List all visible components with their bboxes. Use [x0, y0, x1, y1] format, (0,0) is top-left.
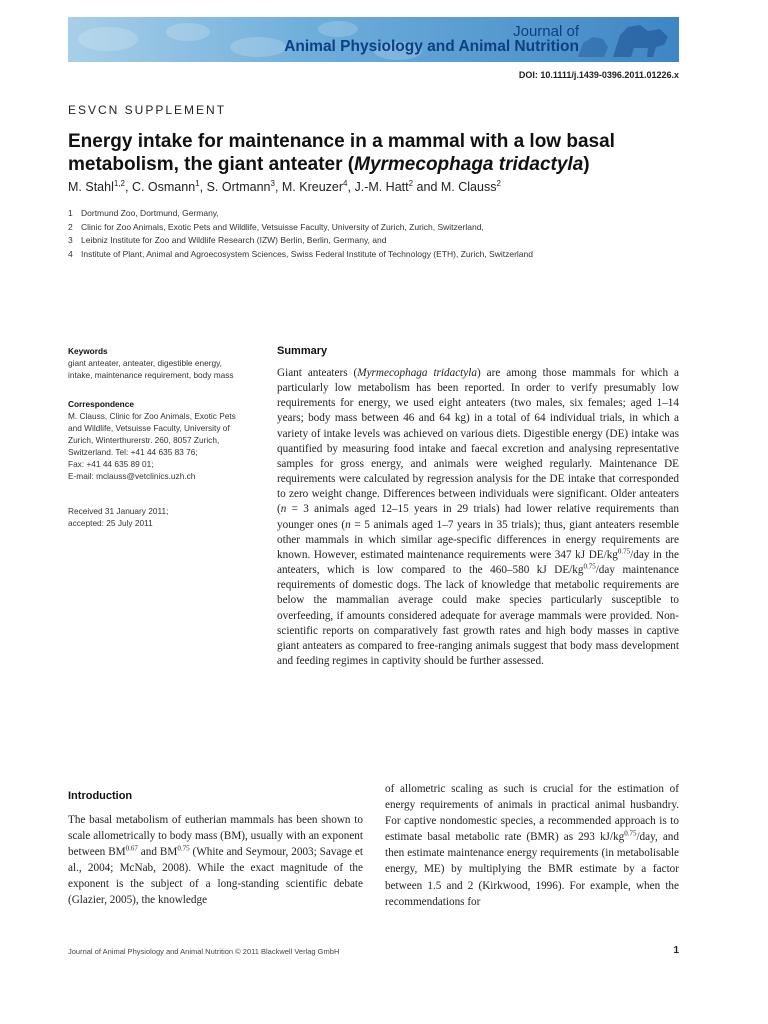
journal-name-line2: Animal Physiology and Animal Nutrition: [284, 38, 579, 55]
author-list: [68, 179, 501, 194]
affiliations: [68, 207, 533, 262]
author-name: M. Kreuzer: [281, 180, 344, 195]
intro-text: The basal metabolism of eutherian mammals has been shown to scale allometrically to body mass (BM), usually with an exponent between BM: [68, 814, 363, 859]
author-name: M. Clauss: [440, 180, 497, 195]
summary-text: ) are among those mammals for which a particularly low metabolism has been reported. In order to verify presumably low requirements for energy, we used eight anteaters (two males, six females; aged 1–14 years; body mass between 46 and 64 kg) in a total of 64 individual trials, in which a variety of intake levels was achieved on various diets. Digestible energy (DE) intake was quantified by measuring food intake and faecal excretion and analysing representative samples for gross energy, and animals were weighed regularly. Maintenance DE requirements were calculated by regression analysis for the DE intake that corresponded to zero weight change. Differences between individuals were significant. Older anteaters (: [277, 367, 679, 516]
summary-text: /day in the anteaters, which is low compared to the 460–580 kJ DE/kg: [277, 548, 679, 577]
affiliation-number: 3: [68, 235, 73, 246]
author-name: M. Stahl: [68, 180, 114, 195]
correspondence-line: Zurich, Winterthurerstr. 260, 8057 Zurich,: [68, 435, 220, 445]
affiliation-item: [68, 248, 533, 262]
summary-text: Giant anteaters (: [277, 367, 358, 379]
summary-n: n: [345, 518, 351, 531]
article-title: [68, 130, 698, 176]
summary-text: /day maintenance requirements of domestic dogs. The lack of knowledge that metabolic requirements are below the mammalian average could make species particularly susceptible to overfeeding, if amounts considered adequate for average mammals were provided. Non-scientific reports on comparatively fast growth rates and high body masses in captive giant anteaters as compared to free-ranging animals suggest that body mass development and feeding regimes in captivity should be further assessed.: [277, 564, 679, 667]
journal-name-line1: Journal of: [513, 23, 579, 40]
keywords-block: [68, 345, 268, 381]
accepted-date: accepted: 25 July 2011: [68, 518, 153, 528]
affiliation-text: Leibniz Institute for Zoo and Wildlife Research (IZW) Berlin, Berlin, Germany, and: [81, 235, 387, 246]
intro-text: /day, and then estimate maintenance energy requirements (in metabolisable energy, ME) by multiplying the BMR estimate by a factor between 1.5 and 2 (Kirkwood, 1996). For example, when the recommendations for: [385, 831, 679, 908]
journal-banner: [68, 17, 679, 62]
affiliation-item: [68, 207, 533, 221]
affiliation-number: 4: [68, 249, 73, 260]
introduction-left-column: [68, 812, 363, 909]
intro-exponent: 0.67: [125, 844, 138, 853]
correspondence-email[interactable]: E-mail: mclauss@vetclinics.uzh.ch: [68, 471, 196, 481]
intro-text: of allometric scaling as such is crucial for the estimation of energy requirements of animals in practical animal husbandry. For captive nondomestic species, a recommended approach is to estimate basal metabolic rate (BMR) as 293 kJ/kg: [385, 783, 679, 844]
title-species: Myrmecophaga tridactyla: [354, 154, 584, 175]
author-name: C. Osmann: [131, 180, 196, 195]
author-affiliation-mark: 3: [270, 179, 275, 188]
affiliation-text: Clinic for Zoo Animals, Exotic Pets and Wildlife, Vetsuisse Faculty, University of Zurich, Zurich, Switzerland,: [81, 221, 484, 232]
summary-exponent: 0.75: [617, 547, 631, 556]
page-number: 1: [673, 945, 679, 956]
keywords-line: giant anteater, anteater, digestible energy,: [68, 358, 222, 368]
section-label: ESVCN SUPPLEMENT: [68, 103, 227, 117]
title-line2-suffix: ): [583, 154, 590, 175]
author-affiliation-mark: 2: [408, 179, 414, 188]
summary-paragraph: [277, 366, 679, 669]
author-affiliation-mark: 4: [343, 179, 348, 188]
author-name: J.-M. Hatt: [354, 180, 409, 195]
correspondence-line: M. Clauss, Clinic for Zoo Animals, Exotic Pets: [68, 411, 236, 421]
intro-exponent: 0.75: [624, 829, 637, 838]
author-separator: and: [413, 180, 441, 195]
summary-heading: Summary: [277, 345, 328, 357]
keywords-heading: Keywords: [68, 346, 108, 356]
introduction-heading: Introduction: [68, 790, 133, 802]
keywords-line: intake, maintenance requirement, body mass: [68, 370, 234, 380]
affiliation-number: 1: [68, 208, 73, 218]
intro-text: (White and Seymour, 2003; Savage et al., 2004; McNab, 2008). While the exact magnitude of the exponent is the subject of a long-standing scientific debate (Glazier, 2005), the knowledge: [68, 846, 363, 907]
affiliation-text: Institute of Plant, Animal and Agroecosystem Sciences, Swiss Federal Institute of Technology (ETH), Zurich, Switzerland: [81, 249, 533, 260]
affiliation-item: [68, 221, 533, 235]
correspondence-block: [68, 398, 268, 482]
author-separator: ,: [347, 180, 355, 195]
author-separator: ,: [199, 180, 207, 195]
correspondence-heading: Correspondence: [68, 399, 134, 409]
author-affiliation-mark: 1: [195, 179, 200, 188]
summary-species: Myrmecophaga tridactyla: [357, 367, 477, 379]
affiliation-item: [68, 234, 533, 248]
affiliation-number: 2: [68, 221, 73, 232]
summary-n: n: [280, 503, 287, 516]
intro-text: and BM: [137, 846, 178, 859]
author-separator: ,: [274, 180, 282, 195]
author-affiliation-mark: 1,2: [113, 179, 125, 188]
title-line2-prefix: metabolism, the giant anteater (: [68, 154, 355, 175]
doi-link[interactable]: DOI: 10.1111/j.1439-0396.2011.01226.x: [518, 70, 679, 80]
correspondence-line: Switzerland. Tel: +41 44 635 83 76;: [68, 447, 198, 457]
summary-text: = 5 animals aged 1–7 years in 35 trials); thus, giant anteaters resemble other mammals in which similar age-specific differences in energy requirements are known. However, estimated maintenance requirements were 347 kJ DE/kg: [277, 518, 679, 561]
received-date: Received 31 January 2011;: [68, 506, 169, 516]
dates-block: [68, 505, 268, 529]
summary-text: = 3 animals aged 12–15 years in 29 trials) had lower relative requirements than younger ones (: [277, 503, 679, 531]
author-affiliation-mark: 2: [496, 179, 501, 188]
title-line1: Energy intake for maintenance in a mammal with a low basal: [68, 131, 615, 152]
correspondence-line: and Wildlife, Vetsuisse Faculty, University of: [68, 423, 230, 433]
intro-exponent: 0.75: [177, 844, 190, 853]
affiliation-text: Dortmund Zoo, Dortmund, Germany,: [81, 208, 219, 218]
introduction-right-column: [385, 781, 679, 910]
footer-copyright: Journal of Animal Physiology and Animal Nutrition © 2011 Blackwell Verlag GmbH: [68, 947, 340, 956]
author-name: S. Ortmann: [206, 180, 271, 195]
summary-exponent: 0.75: [583, 562, 596, 571]
author-separator: ,: [124, 180, 132, 195]
correspondence-line: Fax: +41 44 635 89 01;: [68, 459, 154, 469]
